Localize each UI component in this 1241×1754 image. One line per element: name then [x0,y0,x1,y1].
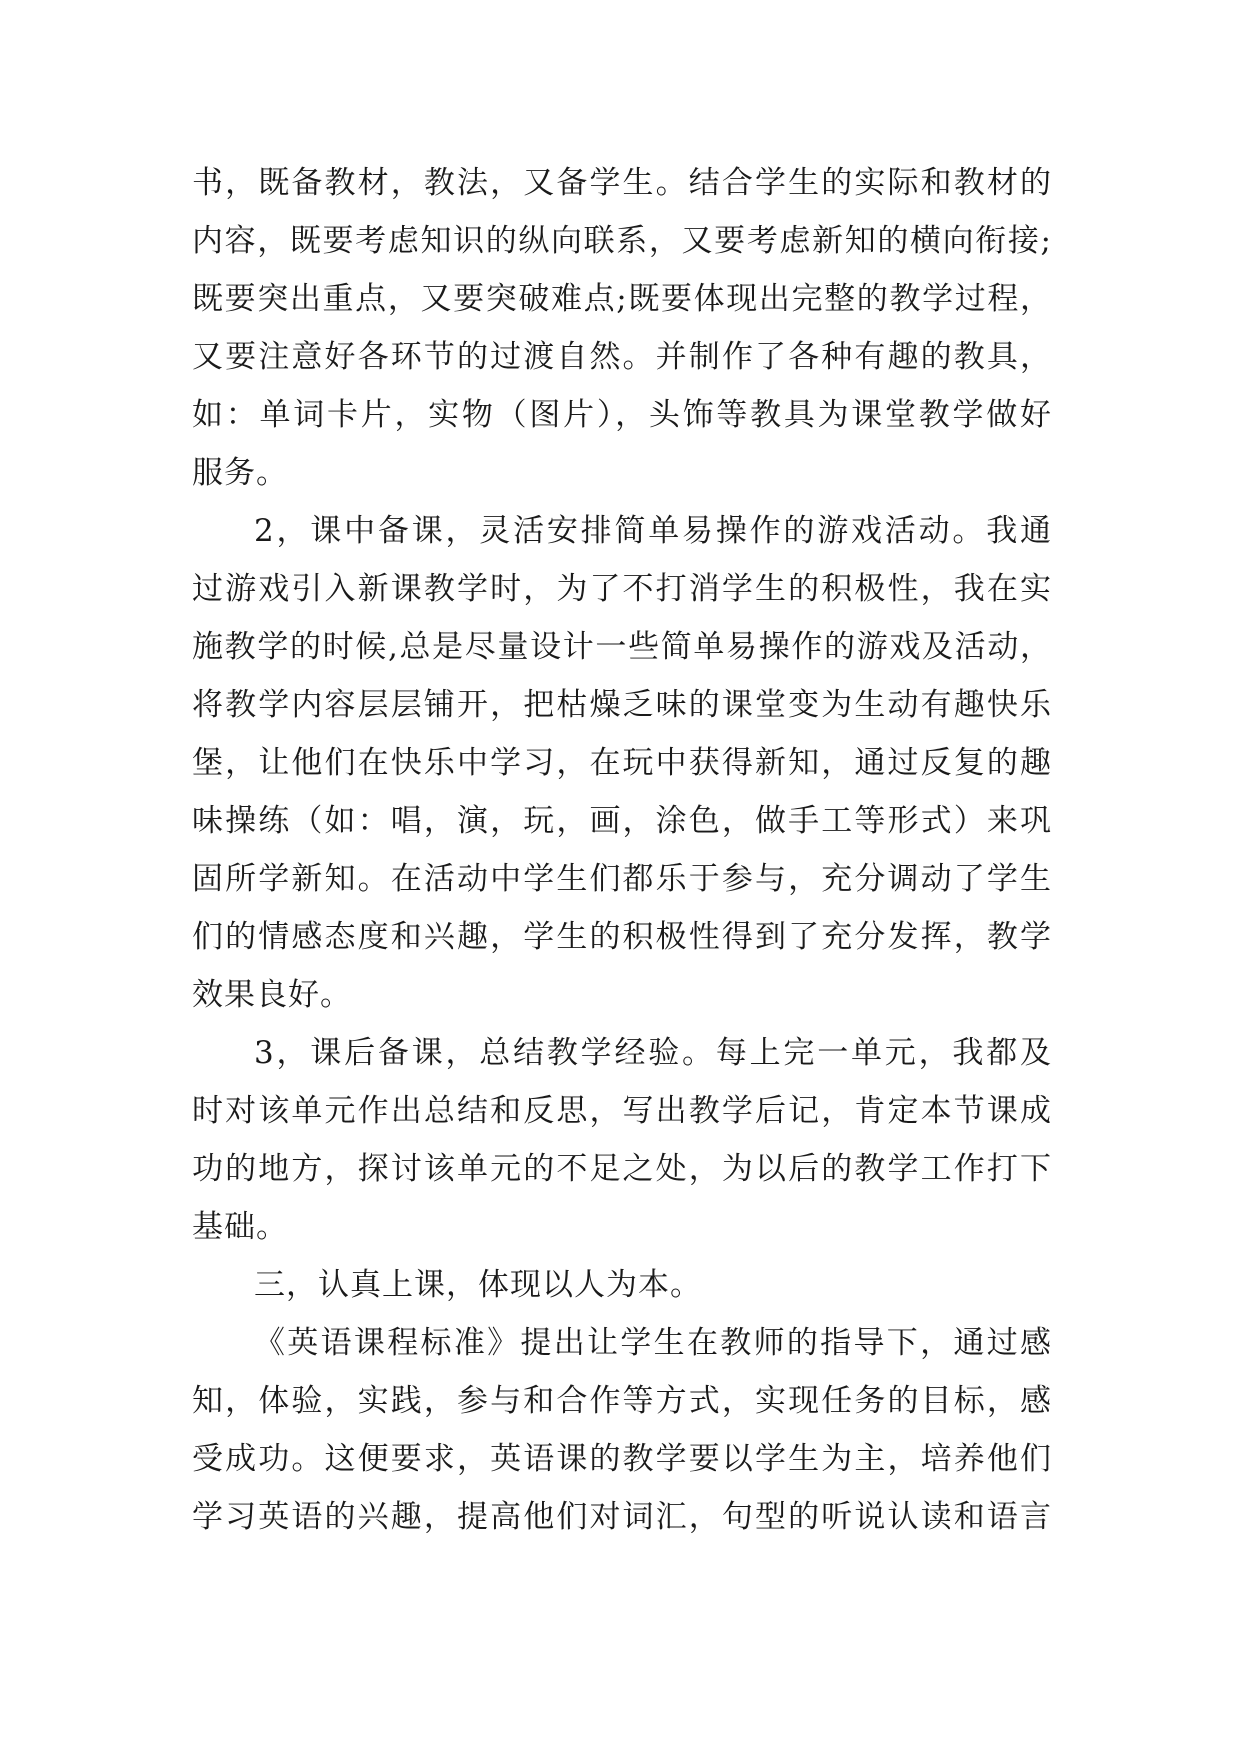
text-line: 功的地方，探讨该单元的不足之处，为以后的教学工作打下 [192,1151,1052,1187]
text-line: 如：单词卡片，实物（图片），头饰等教具为课堂教学做好 [192,397,1052,433]
text-line: 学习英语的兴趣，提高他们对词汇，句型的听说认读和语言 [192,1499,1052,1535]
text-line: 内容，既要考虑知识的纵向联系，又要考虑新知的横向衔接; [192,223,1052,259]
text-line: 堡，让他们在快乐中学习，在玩中获得新知，通过反复的趣 [192,745,1052,781]
text-line: 2，课中备课，灵活安排简单易操作的游戏活动。我通 [254,513,1052,549]
text-line: 又要注意好各环节的过渡自然。并制作了各种有趣的教具， [192,339,1052,375]
text-line: 味操练（如：唱，演，玩，画，涂色，做手工等形式）来巩 [192,803,1052,839]
text-line: 时对该单元作出总结和反思，写出教学后记，肯定本节课成 [192,1093,1052,1129]
text-line: 们的情感态度和兴趣，学生的积极性得到了充分发挥，教学 [192,919,1052,955]
text-line: 固所学新知。在活动中学生们都乐于参与，充分调动了学生 [192,861,1052,897]
text-line: 知，体验，实践，参与和合作等方式，实现任务的目标，感 [192,1383,1052,1419]
text-line: 服务。 [192,455,288,491]
text-line: 书，既备教材，教法，又备学生。结合学生的实际和教材的 [192,165,1052,201]
text-line: 基础。 [192,1209,288,1245]
body-text [192,154,1052,1546]
text-line: 施教学的时候,总是尽量设计一些简单易操作的游戏及活动， [192,629,1052,665]
text-line: 将教学内容层层铺开，把枯燥乏味的课堂变为生动有趣快乐 [192,687,1052,723]
text-line: 《英语课程标准》提出让学生在教师的指导下，通过感 [254,1325,1052,1361]
text-line: 三，认真上课，体现以人为本。 [254,1267,702,1303]
text-line: 既要突出重点，又要突破难点;既要体现出完整的教学过程， [192,281,1052,317]
text-line: 效果良好。 [192,977,352,1013]
text-line: 3，课后备课，总结教学经验。每上完一单元，我都及 [254,1035,1052,1071]
text-line: 受成功。这便要求，英语课的教学要以学生为主，培养他们 [192,1441,1052,1477]
text-line: 过游戏引入新课教学时，为了不打消学生的积极性，我在实 [192,571,1052,607]
